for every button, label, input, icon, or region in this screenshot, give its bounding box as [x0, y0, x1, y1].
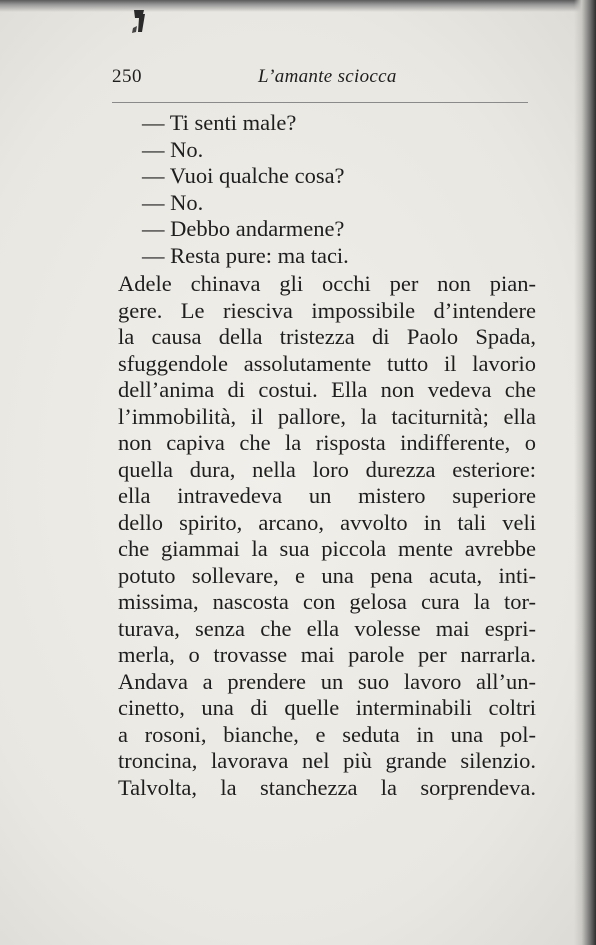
text-line: la causa della tristezza di Paolo Spada, — [118, 324, 536, 349]
dialogue-line: — Resta pure: ma taci. — [142, 242, 349, 268]
dialogue-line: — Vuoi qualche cosa? — [142, 163, 345, 188]
text-line: l’immobilità, il pallore, la taciturnità; ella — [118, 403, 536, 429]
header-rule — [112, 102, 528, 103]
page-number: 250 — [112, 66, 142, 87]
text-line: dell’anima di costui. Ella non vedeva che — [118, 377, 536, 402]
text-line: gere. Le riesciva impossibile d’intendere — [118, 297, 536, 323]
page-right-edge-shadow — [574, 0, 596, 945]
text-line: turava, senza che ella volesse mai espri- — [118, 615, 536, 641]
text-line: quella dura, nella loro durezza esteriore: — [118, 456, 536, 482]
text-line: missima, nascosta con gelosa cura la tor- — [118, 589, 536, 614]
text-line: merla, o trovasse mai parole per narrarla. — [118, 642, 536, 667]
dialogue-block — [118, 110, 538, 269]
text-line: ella intravedeva un mistero superiore — [118, 483, 536, 508]
body-paragraph — [118, 271, 536, 801]
text-line: Adele chinava gli occhi per non pian- — [118, 271, 536, 296]
text-line: potuto sollevare, e una pena acuta, inti- — [118, 562, 536, 588]
page-top-shadow — [0, 0, 596, 12]
dialogue-line: — No. — [142, 136, 204, 162]
text-line: che giammai la sua piccola mente avrebbe — [118, 536, 536, 561]
text-line: Talvolta, la stanchezza la sorprendeva. — [118, 774, 536, 800]
text-line: dello spirito, arcano, avvolto in tali veli — [118, 509, 536, 535]
dialogue-line: — Ti senti male? — [142, 110, 297, 135]
text-line: sfuggendole assolutamente tutto il lavorio — [118, 350, 536, 376]
text-line: a rosoni, bianche, e seduta in una pol- — [118, 721, 536, 747]
text-line: troncina, lavorava nel più grande silenzio. — [118, 748, 536, 773]
running-title: L’amante sciocca — [258, 66, 397, 87]
text-line: cinetto, una di quelle interminabili coltri — [118, 695, 536, 720]
dialogue-line: — No. — [142, 189, 204, 215]
text-line: non capiva che la risposta indifferente, o — [118, 430, 536, 455]
dialogue-line: — Debbo andarmene? — [142, 216, 345, 241]
text-line: Andava a prendere un suo lavoro all’un- — [118, 668, 536, 694]
library-stamp-mark — [130, 8, 148, 34]
